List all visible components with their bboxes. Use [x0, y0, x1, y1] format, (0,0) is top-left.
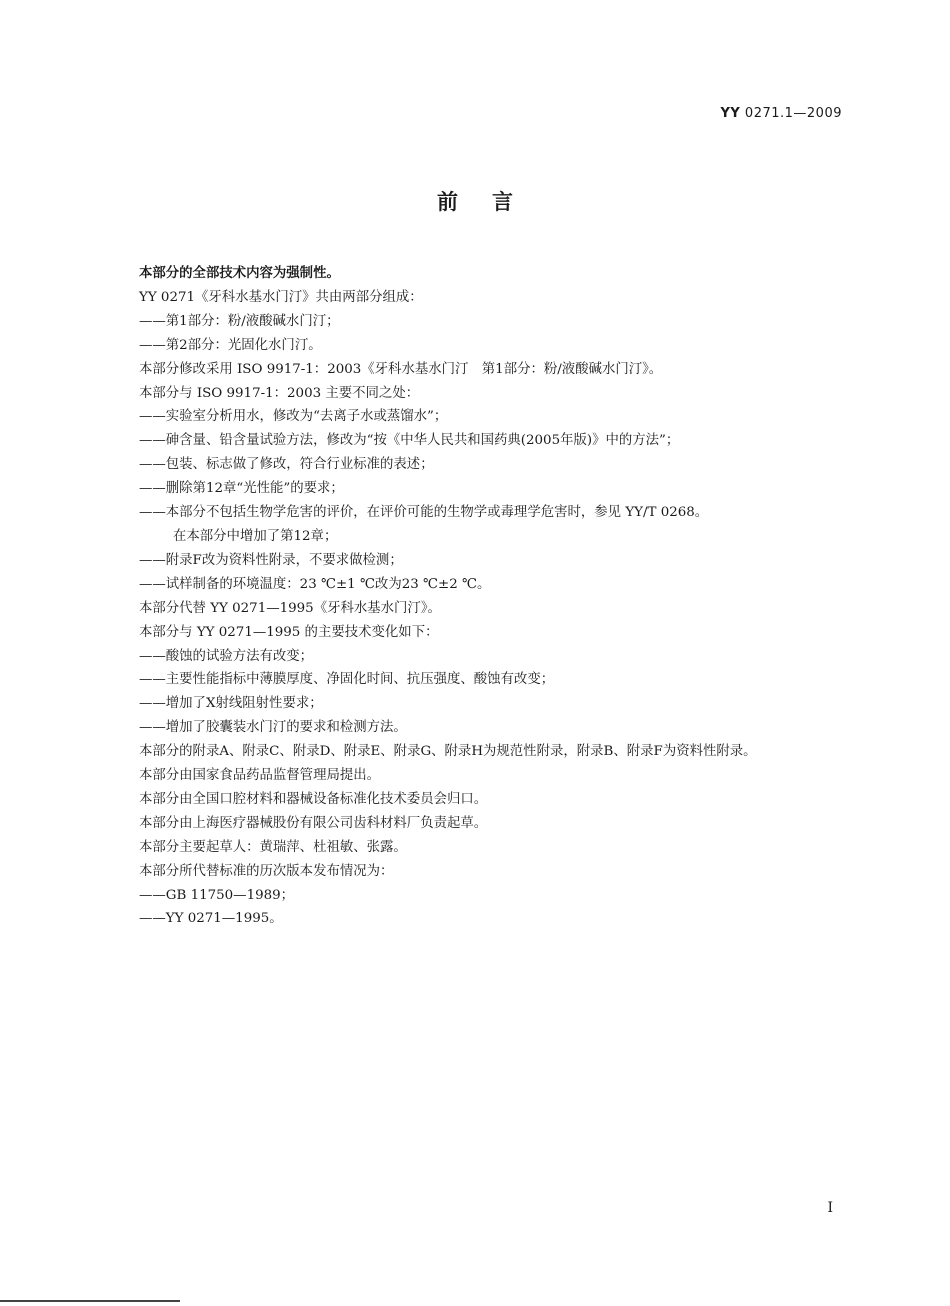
paragraph-history: 本部分所代替标准的历次版本发布情况为： — [139, 863, 394, 879]
list-item: ——附录F改为资料性附录，不要求做检测； — [139, 552, 403, 568]
list-item: ——试样制备的环境温度：23 ℃±1 ℃改为23 ℃±2 ℃。 — [139, 576, 491, 592]
list-item: ——实验室分析用水，修改为“去离子水或蒸馏水”； — [139, 409, 448, 425]
paragraph-composition: YY 0271《牙科水基水门汀》共由两部分组成： — [139, 289, 423, 305]
paragraph-annexes: 本部分的附录A、附录C、附录D、附录E、附录G、附录H为规范性附录，附录B、附录F为资料性附录。 — [139, 744, 757, 760]
paragraph-committee: 本部分由全国口腔材料和器械设备标准化技术委员会归口。 — [139, 791, 488, 807]
list-item: ——删除第12章“光性能”的要求； — [139, 481, 344, 497]
page-title: 前言 — [437, 190, 547, 214]
list-item: ——主要性能指标中薄膜厚度、净固化时间、抗压强度、酸蚀有改变； — [139, 672, 555, 688]
paragraph-proposer: 本部分由国家食品药品监督管理局提出。 — [139, 768, 381, 784]
list-item: ——本部分不包括生物学危害的评价，在评价可能的生物学或毒理学危害时，参见 YY/T 0268。 — [139, 505, 709, 521]
list-item: ——增加了胶囊装水门汀的要求和检测方法。 — [139, 720, 407, 736]
bottom-rule — [0, 1300, 180, 1302]
list-item: ——GB 11750—1989； — [139, 887, 295, 903]
list-item-continuation: 在本部分中增加了第12章； — [173, 528, 338, 544]
list-item: ——YY 0271—1995。 — [139, 911, 283, 927]
list-item: ——包装、标志做了修改，符合行业标准的表述； — [139, 457, 434, 473]
paragraph-replaces: 本部分代替 YY 0271—1995《牙科水基水门汀》。 — [139, 600, 441, 616]
document-body — [107, 262, 843, 931]
paragraph-changes: 本部分与 YY 0271—1995 的主要技术变化如下： — [139, 624, 439, 640]
list-item: ——砷含量、铅含量试验方法，修改为“按《中华人民共和国药典(2005年版)》中的方法”； — [139, 433, 680, 449]
paragraph-mandatory: 本部分的全部技术内容为强制性。 — [139, 266, 340, 281]
list-item: ——第1部分：粉/液酸碱水门汀； — [139, 313, 340, 329]
paragraph-differences: 本部分与 ISO 9917-1：2003 主要不同之处： — [139, 385, 420, 401]
list-item: ——第2部分：光固化水门汀。 — [139, 337, 322, 353]
document-code-number: 0271.1—2009 — [744, 106, 842, 121]
paragraph-authors: 本部分主要起草人：黄瑞萍、杜祖敏、张露。 — [139, 839, 407, 855]
list-item: ——增加了X射线阻射性要求； — [139, 696, 323, 712]
page-number: I — [827, 1200, 833, 1216]
paragraph-iso-adoption: 本部分修改采用 ISO 9917-1：2003《牙科水基水门汀 第1部分：粉/液酸碱水门汀》。 — [139, 361, 663, 377]
list-item: ——酸蚀的试验方法有改变； — [139, 648, 314, 664]
document-code-prefix: YY — [720, 106, 741, 121]
document-code — [720, 106, 842, 121]
paragraph-drafter: 本部分由上海医疗器械股份有限公司齿科材料厂负责起草。 — [139, 815, 488, 831]
